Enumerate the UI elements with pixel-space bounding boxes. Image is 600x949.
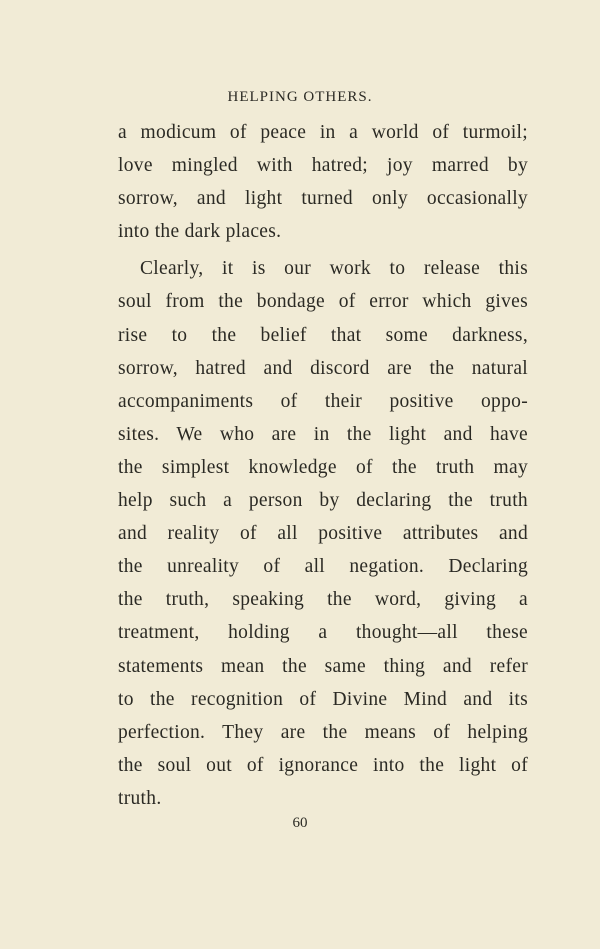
text-line: the truth, speaking the word, giving a — [118, 589, 528, 611]
page-body — [118, 116, 528, 815]
text-line: to the recognition of Divine Mind and its — [118, 688, 528, 710]
paragraph — [118, 116, 528, 248]
text-line: sites. We who are in the light and have — [118, 423, 528, 445]
text-line: a modicum of peace in a world of turmoil; — [118, 122, 528, 143]
text-line: rise to the belief that some darkness, — [118, 324, 528, 346]
text-line: the soul out of ignorance into the light of — [118, 754, 528, 776]
paragraph — [118, 252, 528, 815]
text-line: the unreality of all negation. Declaring — [118, 556, 528, 578]
text-line: accompaniments of their positive oppo- — [118, 390, 528, 412]
text-line: perfection. They are the means of helping — [118, 721, 528, 743]
text-line: truth. — [118, 787, 162, 809]
text-line: statements mean the same thing and refer — [118, 655, 528, 677]
text-line: treatment, holding a thought—all these — [118, 622, 528, 644]
text-line: soul from the bondage of error which gives — [118, 291, 528, 313]
text-line: and reality of all positive attributes and — [118, 523, 528, 545]
running-header: HELPING OTHERS. — [227, 89, 373, 105]
page-number: 60 — [292, 815, 308, 831]
text-line: sorrow, hatred and discord are the natural — [118, 357, 528, 379]
text-line: help such a person by declaring the truth — [118, 490, 528, 512]
text-line: Clearly, it is our work to release this — [140, 258, 528, 280]
text-line: the simplest knowledge of the truth may — [118, 456, 528, 478]
text-line: love mingled with hatred; joy marred by — [118, 155, 528, 177]
text-line: into the dark places. — [118, 221, 282, 243]
text-line: sorrow, and light turned only occasionally — [118, 188, 528, 210]
